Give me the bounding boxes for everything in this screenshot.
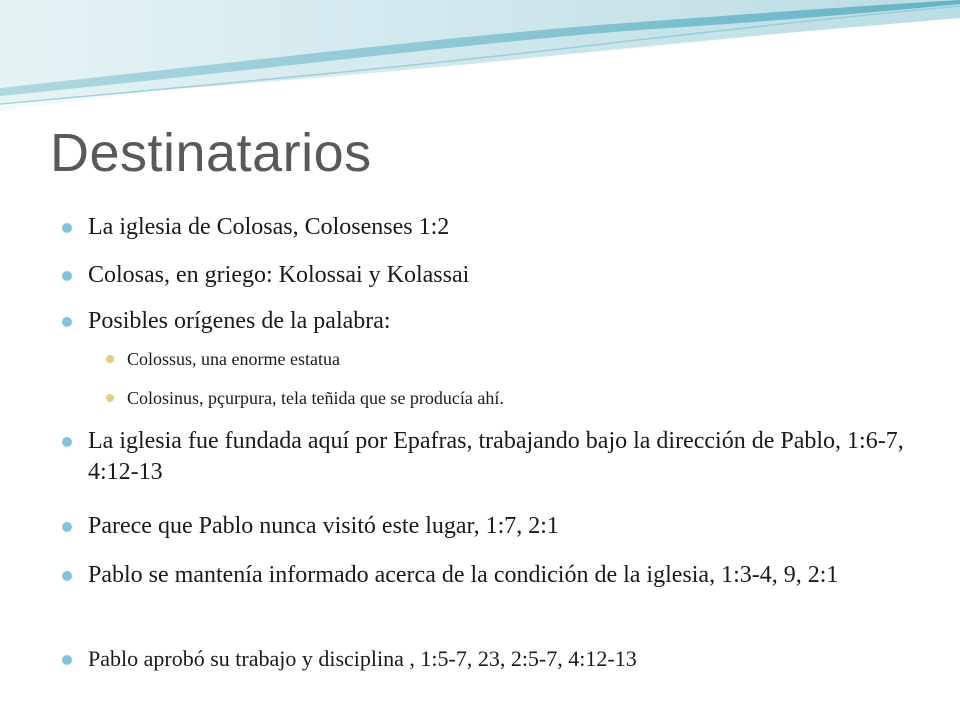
bullet-dot-icon [62,223,72,233]
bullet-text: Pablo se mantenía informado acerca de la condición de la iglesia, 1:3-4, 9, 2:1 [88,562,839,588]
bullet-item [88,260,928,291]
sub-bullet-text: Colossus, una enorme estatua [127,349,340,369]
bullet-dot-icon [62,522,72,532]
sub-bullet-dot-icon [106,394,114,402]
sub-bullet-item [127,347,927,371]
bullet-dot-icon [62,571,72,581]
bullet-item [88,426,928,488]
sub-bullet-text: Colosinus, pçurpura, tela teñida que se producía ahí. [127,388,504,408]
bullet-text: La iglesia fue fundada aquí por Epafras, trabajando bajo la dirección de Pablo, 1:6-7, 4:12-13 [88,428,904,485]
sub-bullet-item [127,386,927,410]
bullet-item [88,560,928,591]
bullet-text: Colosas, en griego: Kolossai y Kolassai [88,262,470,288]
bullet-dot-icon [62,317,72,327]
bullet-item [88,306,928,337]
bullet-text: Parece que Pablo nunca visitó este lugar, 1:7, 2:1 [88,513,559,539]
bullet-dot-icon [62,437,72,447]
bullet-text: Posibles orígenes de la palabra: [88,308,391,334]
bullet-item [88,511,928,542]
bullet-text: Pablo aprobó su trabajo y disciplina , 1:5-7, 23, 2:5-7, 4:12-13 [88,646,637,671]
sub-bullet-dot-icon [106,355,114,363]
slide-title: Destinatarios [50,123,372,183]
bullet-text: La iglesia de Colosas, Colosenses 1:2 [88,214,450,240]
bullet-item [88,212,928,243]
bullet-dot-icon [62,655,72,665]
bullet-item [88,645,928,673]
bullet-dot-icon [62,271,72,281]
